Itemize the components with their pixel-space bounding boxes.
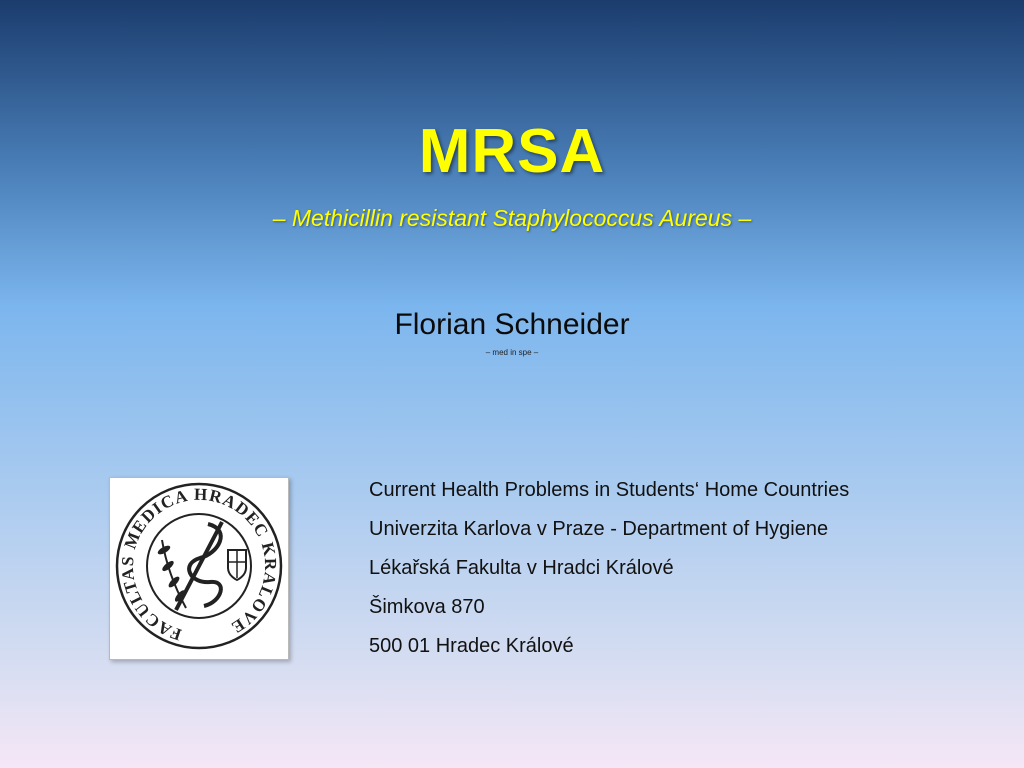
info-line-street: Šimkova 870 <box>369 596 485 618</box>
author-name: Florian Schneider <box>394 308 630 341</box>
info-line-faculty: Lékařská Fakulta v Hradci Králové <box>369 557 674 579</box>
info-line-city: 500 01 Hradec Králové <box>369 635 574 657</box>
author-note: – med in spe – <box>485 348 539 357</box>
faculty-seal <box>109 477 289 660</box>
institution-info <box>369 474 849 669</box>
slide-subtitle: – Methicillin resistant Staphylococcus Aureus – <box>272 205 752 231</box>
info-line-university: Univerzita Karlova v Praze - Department of Hygiene <box>369 518 829 540</box>
faculty-seal-icon <box>110 478 288 659</box>
seal-ring-text: FACULTAS MEDICA HRADEC KRALOVE <box>117 484 281 645</box>
info-line-course: Current Health Problems in Students‘ Home Countries <box>369 479 850 501</box>
slide-title: MRSA <box>418 117 606 186</box>
